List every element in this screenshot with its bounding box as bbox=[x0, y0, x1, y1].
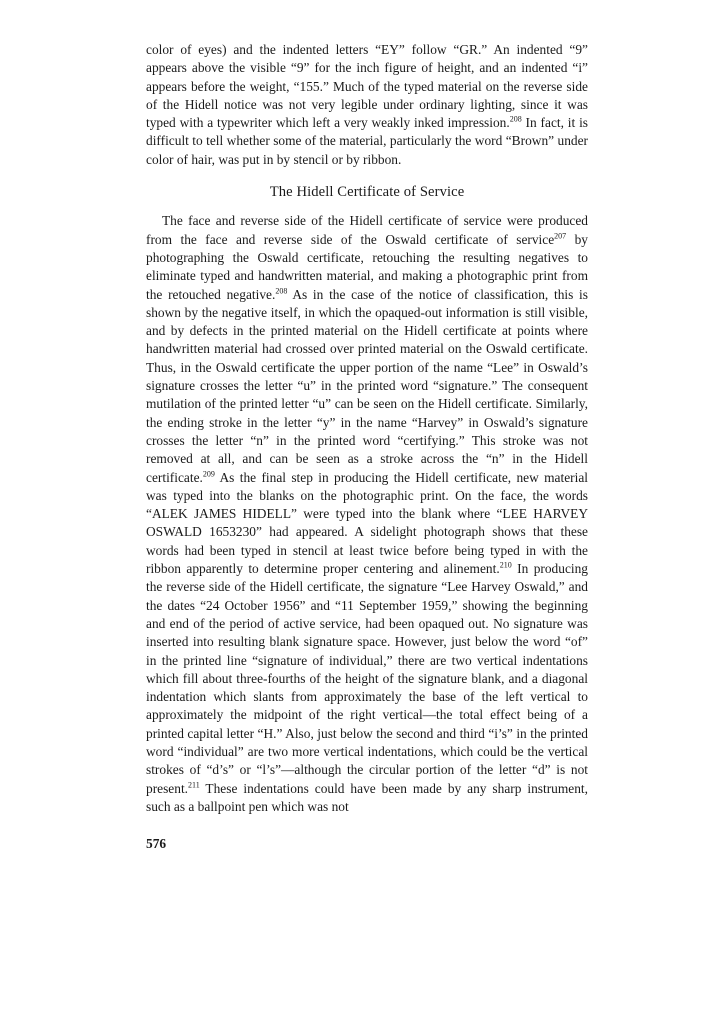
document-page bbox=[146, 41, 588, 816]
paragraph-text: The face and reverse side of the Hidell certificate of service were produced from the face and reverse side of the Oswald certificate of service bbox=[146, 213, 588, 247]
paragraph-text: by photographing the Oswald certificate, retouching the resulting negatives to eliminate typed and handwritten material, and making a photographic print from the retouched negative. bbox=[146, 231, 588, 302]
footnote-ref: 207 bbox=[554, 231, 567, 241]
body-paragraph bbox=[146, 41, 588, 169]
body-paragraph bbox=[146, 212, 588, 816]
footnote-ref: 211 bbox=[188, 780, 200, 790]
footnote-ref: 208 bbox=[275, 286, 288, 296]
paragraph-text: As in the case of the notice of classification, this is shown by the negative itself, in which the opaqued-out information is still visible, and by defects in the printed material on the Hidell certificate at points where handwritten material had crossed over printed material on the Oswald certificate. Thus, in the Oswald certificate the upper portion of the name “Lee” in Oswald’s signature crosses the letter “u” in the printed word “signature.” The consequent mutilation of the printed letter “u” can be seen on the Hidell certificate. Similarly, the ending stroke in the letter “y” in the name “Harvey” in Oswald’s signature crosses the letter “n” in the printed word “certifying.” This stroke was not removed at all, and can be seen as a stroke across the “n” in the Hidell certificate. bbox=[146, 286, 588, 485]
paragraph-text: As the final step in producing the Hidell certificate, new material was typed into the blanks on the photographic print. On the face, the words “ALEK JAMES HIDELL” were typed into the blank where “LEE HARVEY OSWALD 1653230” had appeared. A sidelight photograph shows that these words had been typed in stencil at least twice before being typed in with the ribbon apparently to determine proper centering and alinement. bbox=[146, 469, 588, 577]
paragraph-text: In fact, it is difficult to tell whether some of the material, particularly the word “Brown” under color of hair, was put in by stencil or by ribbon. bbox=[146, 115, 588, 167]
paragraph-text: color of eyes) and the indented letters “EY” follow “GR.” An indented “9” appears above the visible “9” for the inch figure of height, and an indented “i” appears before the weight, “155.” Much of the typed material on the reverse side of the Hidell notice was not very legible under ordinary lighting, since it was typed with a typewriter which left a very weakly inked impression. bbox=[146, 42, 588, 131]
paragraph-text: These indentations could have been made by any sharp instrument, such as a ballpoint pen which was not bbox=[146, 780, 588, 814]
footnote-ref: 210 bbox=[499, 560, 512, 570]
footnote-ref: 209 bbox=[202, 469, 215, 479]
footnote-ref: 208 bbox=[509, 114, 522, 124]
page-number: 576 bbox=[146, 836, 167, 851]
section-heading: The Hidell Certificate of Service bbox=[269, 184, 465, 201]
paragraph-text: In producing the reverse side of the Hidell certificate, the signature “Lee Harvey Oswald,” and the dates “24 October 1956” and “11 September 1959,” showing the beginning and end of the period of active service, had been opaqued out. No signature was inserted into resulting blank signature space. However, just below the word “of” in the printed line “signature of individual,” there are two vertical indentations which fill about three-fourths of the height of the signature blank, and a diagonal indentation which slants from approximately the base of the left vertical to approximately the midpoint of the right vertical—the total effect being of a printed capital letter “H.” Also, just below the second and third “i’s” in the printed word “individual” are two more vertical indentations, which could be the vertical strokes of “d’s” or “l’s”—although the circular portion of the letter “d” is not present. bbox=[146, 561, 588, 796]
